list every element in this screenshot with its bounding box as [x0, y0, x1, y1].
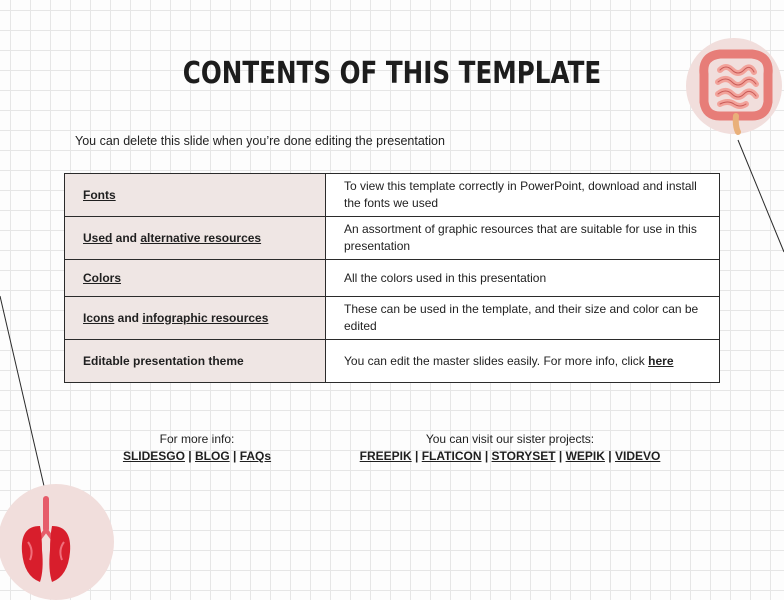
- table-row: [65, 174, 720, 217]
- footer-right-heading: You can visit our sister projects:: [425, 432, 595, 446]
- description-text: You can edit the master slides easily. For more info, click: [344, 353, 649, 368]
- footer-sister-projects: [340, 431, 680, 465]
- row-label: [65, 260, 326, 297]
- row-description: [326, 340, 720, 383]
- link-separator: |: [233, 449, 237, 463]
- link-separator: |: [608, 449, 612, 463]
- colors-link[interactable]: Colors: [83, 270, 122, 285]
- blog-link[interactable]: BLOG: [195, 449, 230, 463]
- storyset-link[interactable]: STORYSET: [491, 449, 556, 463]
- row-label: [65, 297, 326, 340]
- row-description: All the colors used in this presentation: [326, 260, 720, 297]
- footer-right-links: [340, 448, 680, 465]
- fonts-link[interactable]: Fonts: [83, 187, 116, 202]
- table-row: [65, 260, 720, 297]
- label-connector: and: [112, 230, 141, 245]
- link-separator: |: [558, 449, 563, 463]
- row-label: [65, 340, 326, 383]
- icons-link[interactable]: Icons: [83, 310, 115, 325]
- contents-table: [64, 173, 720, 383]
- wepik-link[interactable]: WEPIK: [565, 449, 605, 463]
- row-description: These can be used in the template, and their size and color can be edited: [326, 297, 720, 340]
- videvo-link[interactable]: VIDEVO: [614, 449, 661, 463]
- page-subtitle: You can delete this slide when you’re done editing the presentation: [75, 134, 445, 148]
- table-row: [65, 340, 720, 383]
- table-row: [65, 217, 720, 260]
- lungs-icon: [0, 490, 110, 590]
- page-title: CONTENTS OF THIS TEMPLATE: [182, 56, 602, 91]
- row-label: [65, 174, 326, 217]
- link-separator: |: [484, 449, 489, 463]
- label-connector: and: [114, 310, 143, 325]
- infographic-resources-link[interactable]: infographic resources: [142, 310, 269, 325]
- row-description: To view this template correctly in PowerPoint, download and install the fonts we used: [326, 174, 720, 217]
- flaticon-link[interactable]: FLATICON: [421, 449, 482, 463]
- here-link[interactable]: here: [648, 353, 674, 368]
- link-separator: |: [415, 449, 419, 463]
- used-link[interactable]: Used: [83, 230, 113, 245]
- footer-more-info: [110, 431, 284, 465]
- alternative-resources-link[interactable]: alternative resources: [140, 230, 262, 245]
- footer-left-links: [110, 448, 284, 465]
- faqs-link[interactable]: FAQs: [239, 449, 272, 463]
- link-separator: |: [188, 449, 192, 463]
- slidesgo-link[interactable]: SLIDESGO: [122, 449, 185, 463]
- editable-theme-label: Editable presentation theme: [83, 353, 244, 368]
- table-row: [65, 297, 720, 340]
- freepik-link[interactable]: FREEPIK: [359, 449, 412, 463]
- footer-left-heading: For more info:: [159, 432, 235, 446]
- row-label: [65, 217, 326, 260]
- row-description: An assortment of graphic resources that are suitable for use in this presentation: [326, 217, 720, 260]
